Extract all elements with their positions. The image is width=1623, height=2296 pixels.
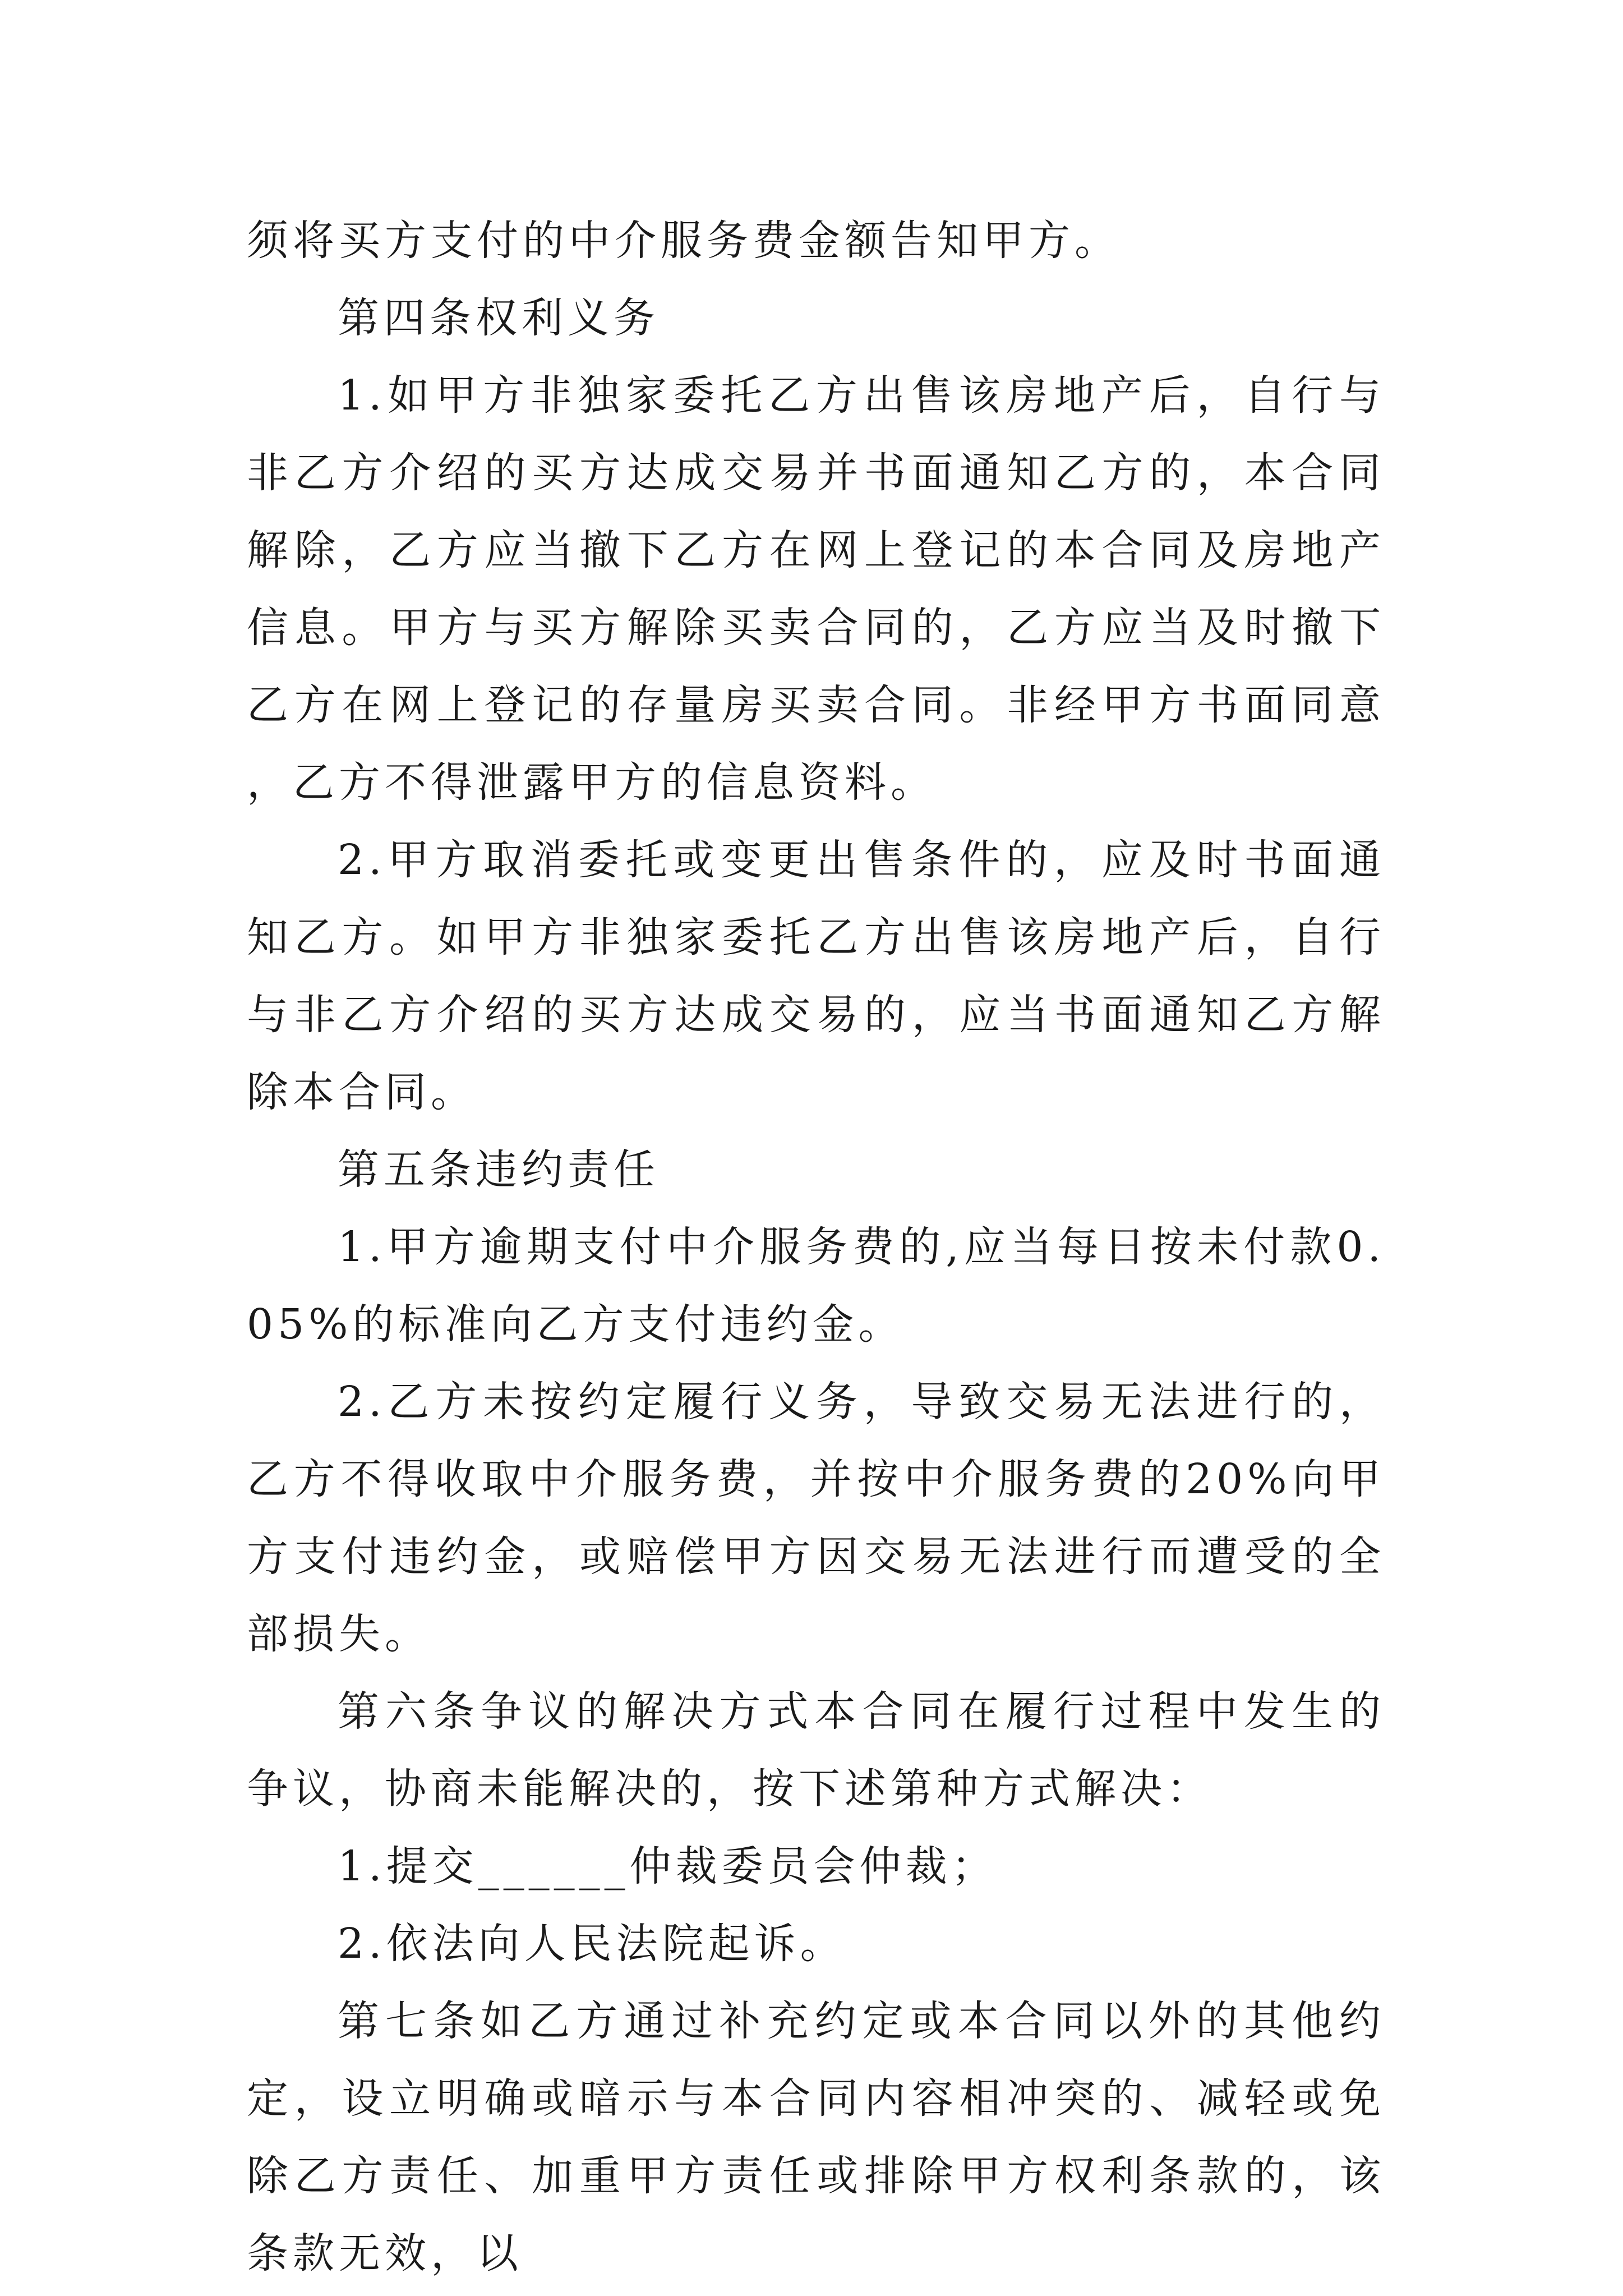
paragraph-continuation: 须将买方支付的中介服务费金额告知甲方。: [247, 217, 1121, 265]
paragraph-article-5-clause-1: 1.甲方逾期支付中介服务费的,应当每日按未付款0.05%的标准向乙方支付违约金。: [247, 1223, 1385, 1349]
paragraph-article-4-clause-1: 1.如甲方非独家委托乙方出售该房地产后，自行与非乙方介绍的买方达成交易并书面通知乙方的，本合同解除，乙方应当撤下乙方在网上登记的本合同及房地产信息。甲方与买方解除买卖合同的，乙方应当及时撤下乙方在网上登记的存量房买卖合同。非经甲方书面同意，乙方不得泄露甲方的信息资料。: [247, 371, 1385, 807]
paragraph-article-6-option-2: 2.依法向人民法院起诉。: [338, 1920, 846, 1968]
paragraph-article-7: 第七条如乙方通过补充约定或本合同以外的其他约定，设立明确或暗示与本合同内容相冲突的、减轻或免除乙方责任、加重甲方责任或排除甲方权利条款的，该条款无效，以: [247, 1997, 1385, 2277]
paragraph-article-6: 第六条争议的解决方式本合同在履行过程中发生的争议，协商未能解决的，按下述第种方式解决：: [247, 1687, 1385, 1813]
section-heading-article-5: 第五条违约责任: [338, 1145, 660, 1194]
section-heading-article-4: 第四条权利义务: [338, 294, 660, 342]
paragraph-article-6-option-1: 1.提交______仲裁委员会仲裁；: [338, 1842, 998, 1890]
paragraph-article-4-clause-2: 2.甲方取消委托或变更出售条件的，应及时书面通知乙方。如甲方非独家委托乙方出售该房地产后，自行与非乙方介绍的买方达成交易的，应当书面通知乙方解除本合同。: [247, 836, 1385, 1116]
document-body: [247, 202, 1385, 2292]
paragraph-article-5-clause-2: 2.乙方未按约定履行义务，导致交易无法进行的，乙方不得收取中介服务费，并按中介服务费的20%向甲方支付违约金，或赔偿甲方因交易无法进行而遭受的全部损失。: [247, 1378, 1385, 1658]
